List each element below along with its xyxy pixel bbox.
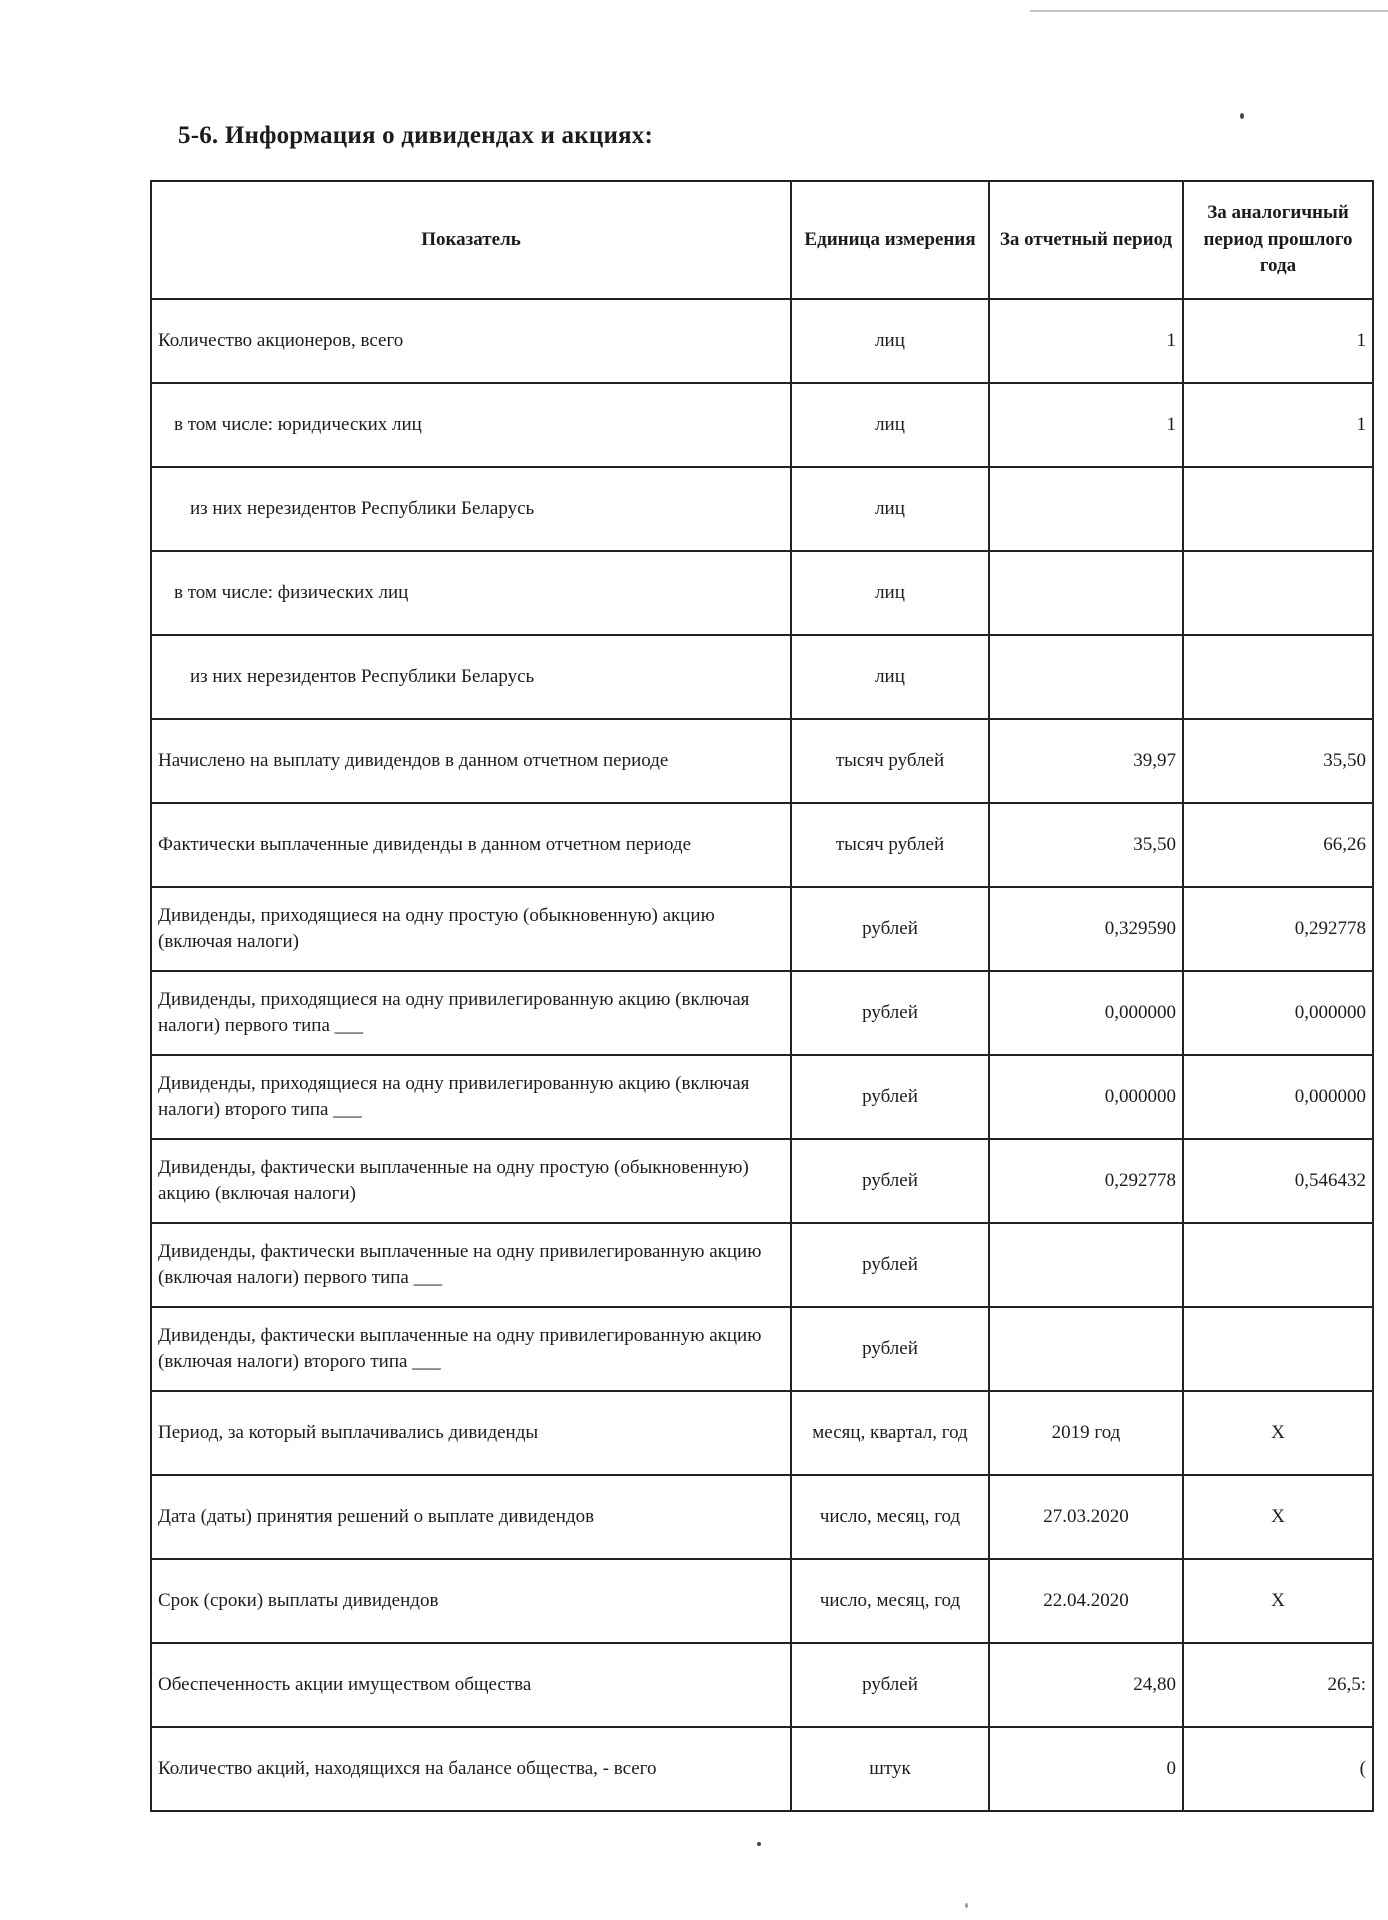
row-current-value: 0 — [989, 1727, 1183, 1811]
row-current-value: 0,292778 — [989, 1139, 1183, 1223]
section-title: 5-6. Информация о дивидендах и акциях: — [178, 122, 654, 149]
row-previous-value — [1183, 1223, 1373, 1307]
row-unit: рублей — [791, 1307, 989, 1391]
table-row — [151, 1559, 1373, 1643]
row-current-value: 24,80 — [989, 1643, 1183, 1727]
row-unit: тысяч рублей — [791, 803, 989, 887]
row-previous-value: 0,000000 — [1183, 971, 1373, 1055]
row-current-value: 35,50 — [989, 803, 1183, 887]
row-previous-value: 66,26 — [1183, 803, 1373, 887]
row-indicator: Фактически выплаченные дивиденды в данном отчетном периоде — [151, 803, 791, 887]
row-previous-value: 26,5: — [1183, 1643, 1373, 1727]
row-indicator: Количество акций, находящихся на балансе общества, - всего — [151, 1727, 791, 1811]
row-indicator: Дата (даты) принятия решений о выплате дивидендов — [151, 1475, 791, 1559]
row-previous-value: 0,546432 — [1183, 1139, 1373, 1223]
row-indicator: Количество акционеров, всего — [151, 299, 791, 383]
row-current-value: 27.03.2020 — [989, 1475, 1183, 1559]
row-unit: число, месяц, год — [791, 1475, 989, 1559]
row-previous-value — [1183, 551, 1373, 635]
scan-speck — [965, 1903, 968, 1908]
row-current-value: 2019 год — [989, 1391, 1183, 1475]
row-previous-value: 0,292778 — [1183, 887, 1373, 971]
row-previous-value: 1 — [1183, 299, 1373, 383]
row-unit: месяц, квартал, год — [791, 1391, 989, 1475]
table-row — [151, 1391, 1373, 1475]
row-current-value: 1 — [989, 383, 1183, 467]
row-current-value — [989, 1223, 1183, 1307]
row-indicator: Дивиденды, приходящиеся на одну привилегированную акцию (включая налоги) второго типа ___ — [151, 1055, 791, 1139]
table-row — [151, 1643, 1373, 1727]
row-previous-value: 0,000000 — [1183, 1055, 1373, 1139]
row-unit: лиц — [791, 299, 989, 383]
table-row — [151, 467, 1373, 551]
row-unit: число, месяц, год — [791, 1559, 989, 1643]
table-row — [151, 1307, 1373, 1391]
row-indicator: Начислено на выплату дивидендов в данном отчетном периоде — [151, 719, 791, 803]
table-row — [151, 1139, 1373, 1223]
row-indicator: Обеспеченность акции имуществом общества — [151, 1643, 791, 1727]
row-previous-value: Х — [1183, 1559, 1373, 1643]
table-row — [151, 719, 1373, 803]
scan-speck — [1240, 113, 1244, 119]
row-unit: лиц — [791, 551, 989, 635]
table-row — [151, 887, 1373, 971]
row-current-value: 0,000000 — [989, 1055, 1183, 1139]
header-previous-period: За аналогичный период прошлого года — [1183, 181, 1373, 299]
table-row — [151, 803, 1373, 887]
table-row — [151, 1055, 1373, 1139]
row-unit: тысяч рублей — [791, 719, 989, 803]
row-indicator: Дивиденды, приходящиеся на одну простую (обыкновенную) акцию (включая налоги) — [151, 887, 791, 971]
row-unit: рублей — [791, 971, 989, 1055]
table-row — [151, 1223, 1373, 1307]
table-row — [151, 299, 1373, 383]
scan-speck — [757, 1842, 761, 1846]
row-indicator: Дивиденды, фактически выплаченные на одну привилегированную акцию (включая налоги) второго типа ___ — [151, 1307, 791, 1391]
row-indicator: в том числе: юридических лиц — [151, 383, 791, 467]
row-unit: рублей — [791, 1139, 989, 1223]
table-row — [151, 635, 1373, 719]
row-previous-value: 1 — [1183, 383, 1373, 467]
row-indicator: из них нерезидентов Республики Беларусь — [151, 635, 791, 719]
table-row — [151, 551, 1373, 635]
row-unit: рублей — [791, 887, 989, 971]
row-current-value: 1 — [989, 299, 1183, 383]
row-unit: штук — [791, 1727, 989, 1811]
row-current-value — [989, 1307, 1183, 1391]
row-previous-value — [1183, 467, 1373, 551]
table-row — [151, 971, 1373, 1055]
header-current-period: За отчетный период — [989, 181, 1183, 299]
row-previous-value: Х — [1183, 1391, 1373, 1475]
row-unit: лиц — [791, 635, 989, 719]
row-previous-value: Х — [1183, 1475, 1373, 1559]
row-current-value: 0,329590 — [989, 887, 1183, 971]
row-previous-value: 35,50 — [1183, 719, 1373, 803]
row-current-value — [989, 635, 1183, 719]
table-row — [151, 1475, 1373, 1559]
table-header-row — [151, 181, 1373, 299]
row-current-value: 22.04.2020 — [989, 1559, 1183, 1643]
row-previous-value: ( — [1183, 1727, 1373, 1811]
dividends-table — [150, 180, 1374, 1812]
row-indicator: Дивиденды, фактически выплаченные на одну простую (обыкновенную) акцию (включая налоги) — [151, 1139, 791, 1223]
row-previous-value — [1183, 635, 1373, 719]
row-current-value: 0,000000 — [989, 971, 1183, 1055]
row-previous-value — [1183, 1307, 1373, 1391]
table-row — [151, 1727, 1373, 1811]
row-unit: рублей — [791, 1643, 989, 1727]
row-indicator: Дивиденды, фактически выплаченные на одну привилегированную акцию (включая налоги) первого типа ___ — [151, 1223, 791, 1307]
scan-edge-line — [1030, 10, 1388, 12]
row-indicator: из них нерезидентов Республики Беларусь — [151, 467, 791, 551]
row-indicator: Период, за который выплачивались дивиденды — [151, 1391, 791, 1475]
row-indicator: в том числе: физических лиц — [151, 551, 791, 635]
row-indicator: Дивиденды, приходящиеся на одну привилегированную акцию (включая налоги) первого типа ___ — [151, 971, 791, 1055]
header-indicator: Показатель — [151, 181, 791, 299]
row-unit: лиц — [791, 467, 989, 551]
header-unit: Единица измерения — [791, 181, 989, 299]
table-row — [151, 383, 1373, 467]
row-unit: лиц — [791, 383, 989, 467]
row-current-value: 39,97 — [989, 719, 1183, 803]
row-unit: рублей — [791, 1223, 989, 1307]
row-indicator: Срок (сроки) выплаты дивидендов — [151, 1559, 791, 1643]
row-current-value — [989, 551, 1183, 635]
row-current-value — [989, 467, 1183, 551]
row-unit: рублей — [791, 1055, 989, 1139]
